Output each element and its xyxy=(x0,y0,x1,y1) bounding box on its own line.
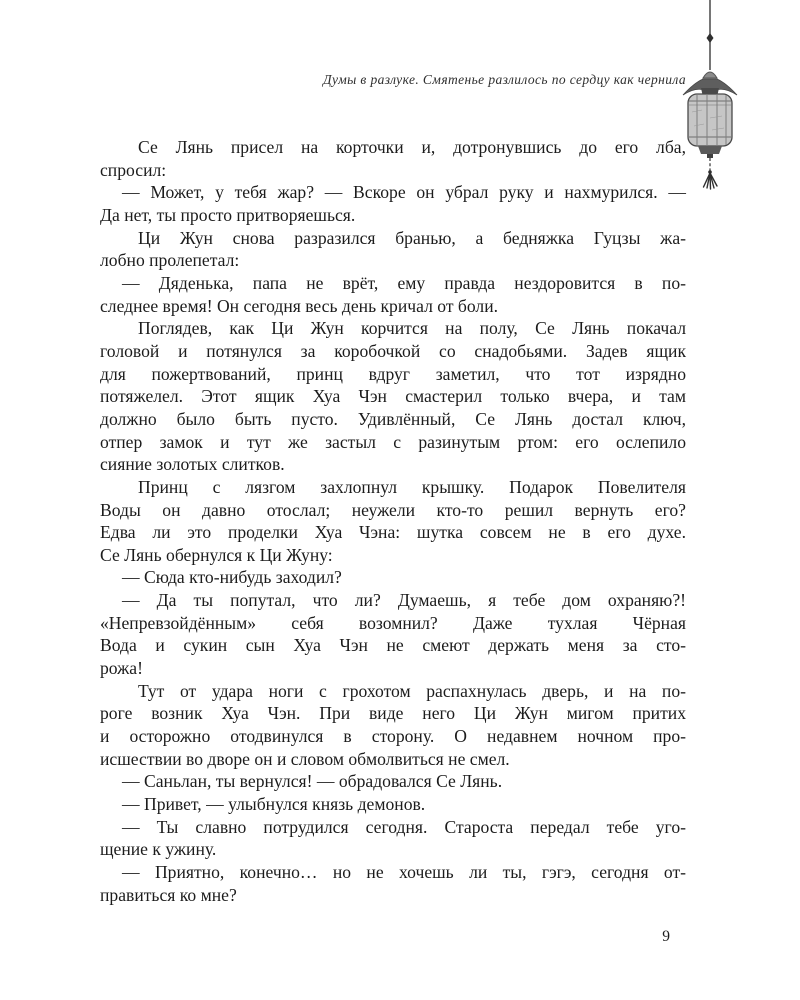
paragraph xyxy=(100,566,686,589)
text-line: — Саньлан, ты вернулся! — обрадовался Се Лянь. xyxy=(122,771,503,792)
paragraph xyxy=(100,589,686,680)
text-line: следнее время! Он сегодня весь день кричал от боли. xyxy=(100,295,499,316)
paragraph xyxy=(100,861,686,906)
text-line: роге возник Хуа Чэн. При виде него Ци Жун мигом притих xyxy=(100,703,686,724)
lantern-bottom-rim xyxy=(698,146,722,154)
text-line: — Ты славно потрудился сегодня. Староста передал тебе уго- xyxy=(122,816,686,837)
text-line: — Сюда кто-нибудь заходил? xyxy=(122,567,342,588)
text-line: Се Лянь присел на корточки и, дотронувшись до его лба, xyxy=(138,137,686,157)
text-line: потяжелел. Этот ящик Хуа Чэн смастерил только вчера, и там xyxy=(100,386,686,407)
text-line: правиться ко мне? xyxy=(100,884,237,905)
paragraph xyxy=(100,770,686,793)
text-line: Се Лянь обернулся к Ци Жуну: xyxy=(100,544,333,565)
lantern-illustration xyxy=(682,0,742,192)
text-line: — Приятно, конечно… но не хочешь ли ты, гэгэ, сегодня от- xyxy=(122,862,686,882)
tassel-icon xyxy=(704,173,718,189)
text-line: и осторожно отодвинулся в сторону. О недавнем ночном про- xyxy=(100,726,686,747)
bottom-knob xyxy=(707,154,713,158)
paragraph xyxy=(100,816,686,861)
paragraph xyxy=(100,272,686,317)
paragraph xyxy=(100,136,686,181)
text-line: — Дяденька, папа не врёт, ему правда нездоровится в по- xyxy=(122,272,686,293)
text-line: головой и потянулся за коробочкой со снадобьями. Задев ящик xyxy=(100,340,686,361)
paragraph xyxy=(100,793,686,816)
text-line: — Да ты попутал, что ли? Думаешь, я тебе дом охраняю?! xyxy=(122,590,686,611)
paragraph xyxy=(100,476,686,567)
text-line: «Непревзойдённым» себя возомнил? Даже тухлая Чёрная xyxy=(100,612,686,633)
text-line: должно было быть пусто. Удивлённый, Се Лянь достал ключ, xyxy=(100,408,686,429)
text-line: Ци Жун снова разразился бранью, а бедняжка Гуцзы жа- xyxy=(138,227,686,248)
text-line: спросил: xyxy=(100,159,167,180)
text-line: Поглядев, как Ци Жун корчится на полу, Се Лянь покачал xyxy=(138,318,686,339)
text-line: Воды он давно отослал; неужели кто-то решил вернуть его? xyxy=(100,499,686,520)
text-line: исшествии во дворе он и словом обмолвиться не смел. xyxy=(100,748,510,769)
text-line: — Может, у тебя жар? — Вскоре он убрал руку и нахмурился. — xyxy=(122,182,686,203)
body-text xyxy=(100,136,686,906)
paragraph xyxy=(100,317,686,476)
text-line: отпер замок и тут же застыл с разинутым ртом: его ослепило xyxy=(100,431,686,452)
text-line: для пожертвований, принц вдруг заметил, что тот изрядно xyxy=(100,363,686,384)
text-line: Вода и сукин сын Хуа Чэн не смеют держать меня за сто- xyxy=(100,635,686,656)
text-line: сияние золотых слитков. xyxy=(100,454,285,475)
text-line: Да нет, ты просто притворяешься. xyxy=(100,204,356,225)
text-line: Тут от удара ноги с грохотом распахнулась дверь, и на по- xyxy=(138,680,686,701)
text-line: лобно пролепетал: xyxy=(100,250,240,271)
paragraph xyxy=(100,680,686,771)
text-line: — Привет, — улыбнулся князь демонов. xyxy=(122,794,426,815)
string-bead xyxy=(707,33,714,43)
page-number: 9 xyxy=(662,928,670,945)
text-line: щение к ужину. xyxy=(100,839,217,860)
text-line: Едва ли это проделки Хуа Чэна: шутка совсем не в его духе. xyxy=(100,522,686,543)
paragraph xyxy=(100,181,686,226)
text-line: рожа! xyxy=(100,658,143,679)
lantern-body xyxy=(688,94,732,146)
text-line: Принц с лязгом захлопнул крышку. Подарок Повелителя xyxy=(138,476,686,497)
lantern-finial xyxy=(703,72,717,78)
paragraph xyxy=(100,227,686,272)
running-header: Думы в разлуке. Смятенье разлилось по сердцу как чернила xyxy=(323,72,686,87)
